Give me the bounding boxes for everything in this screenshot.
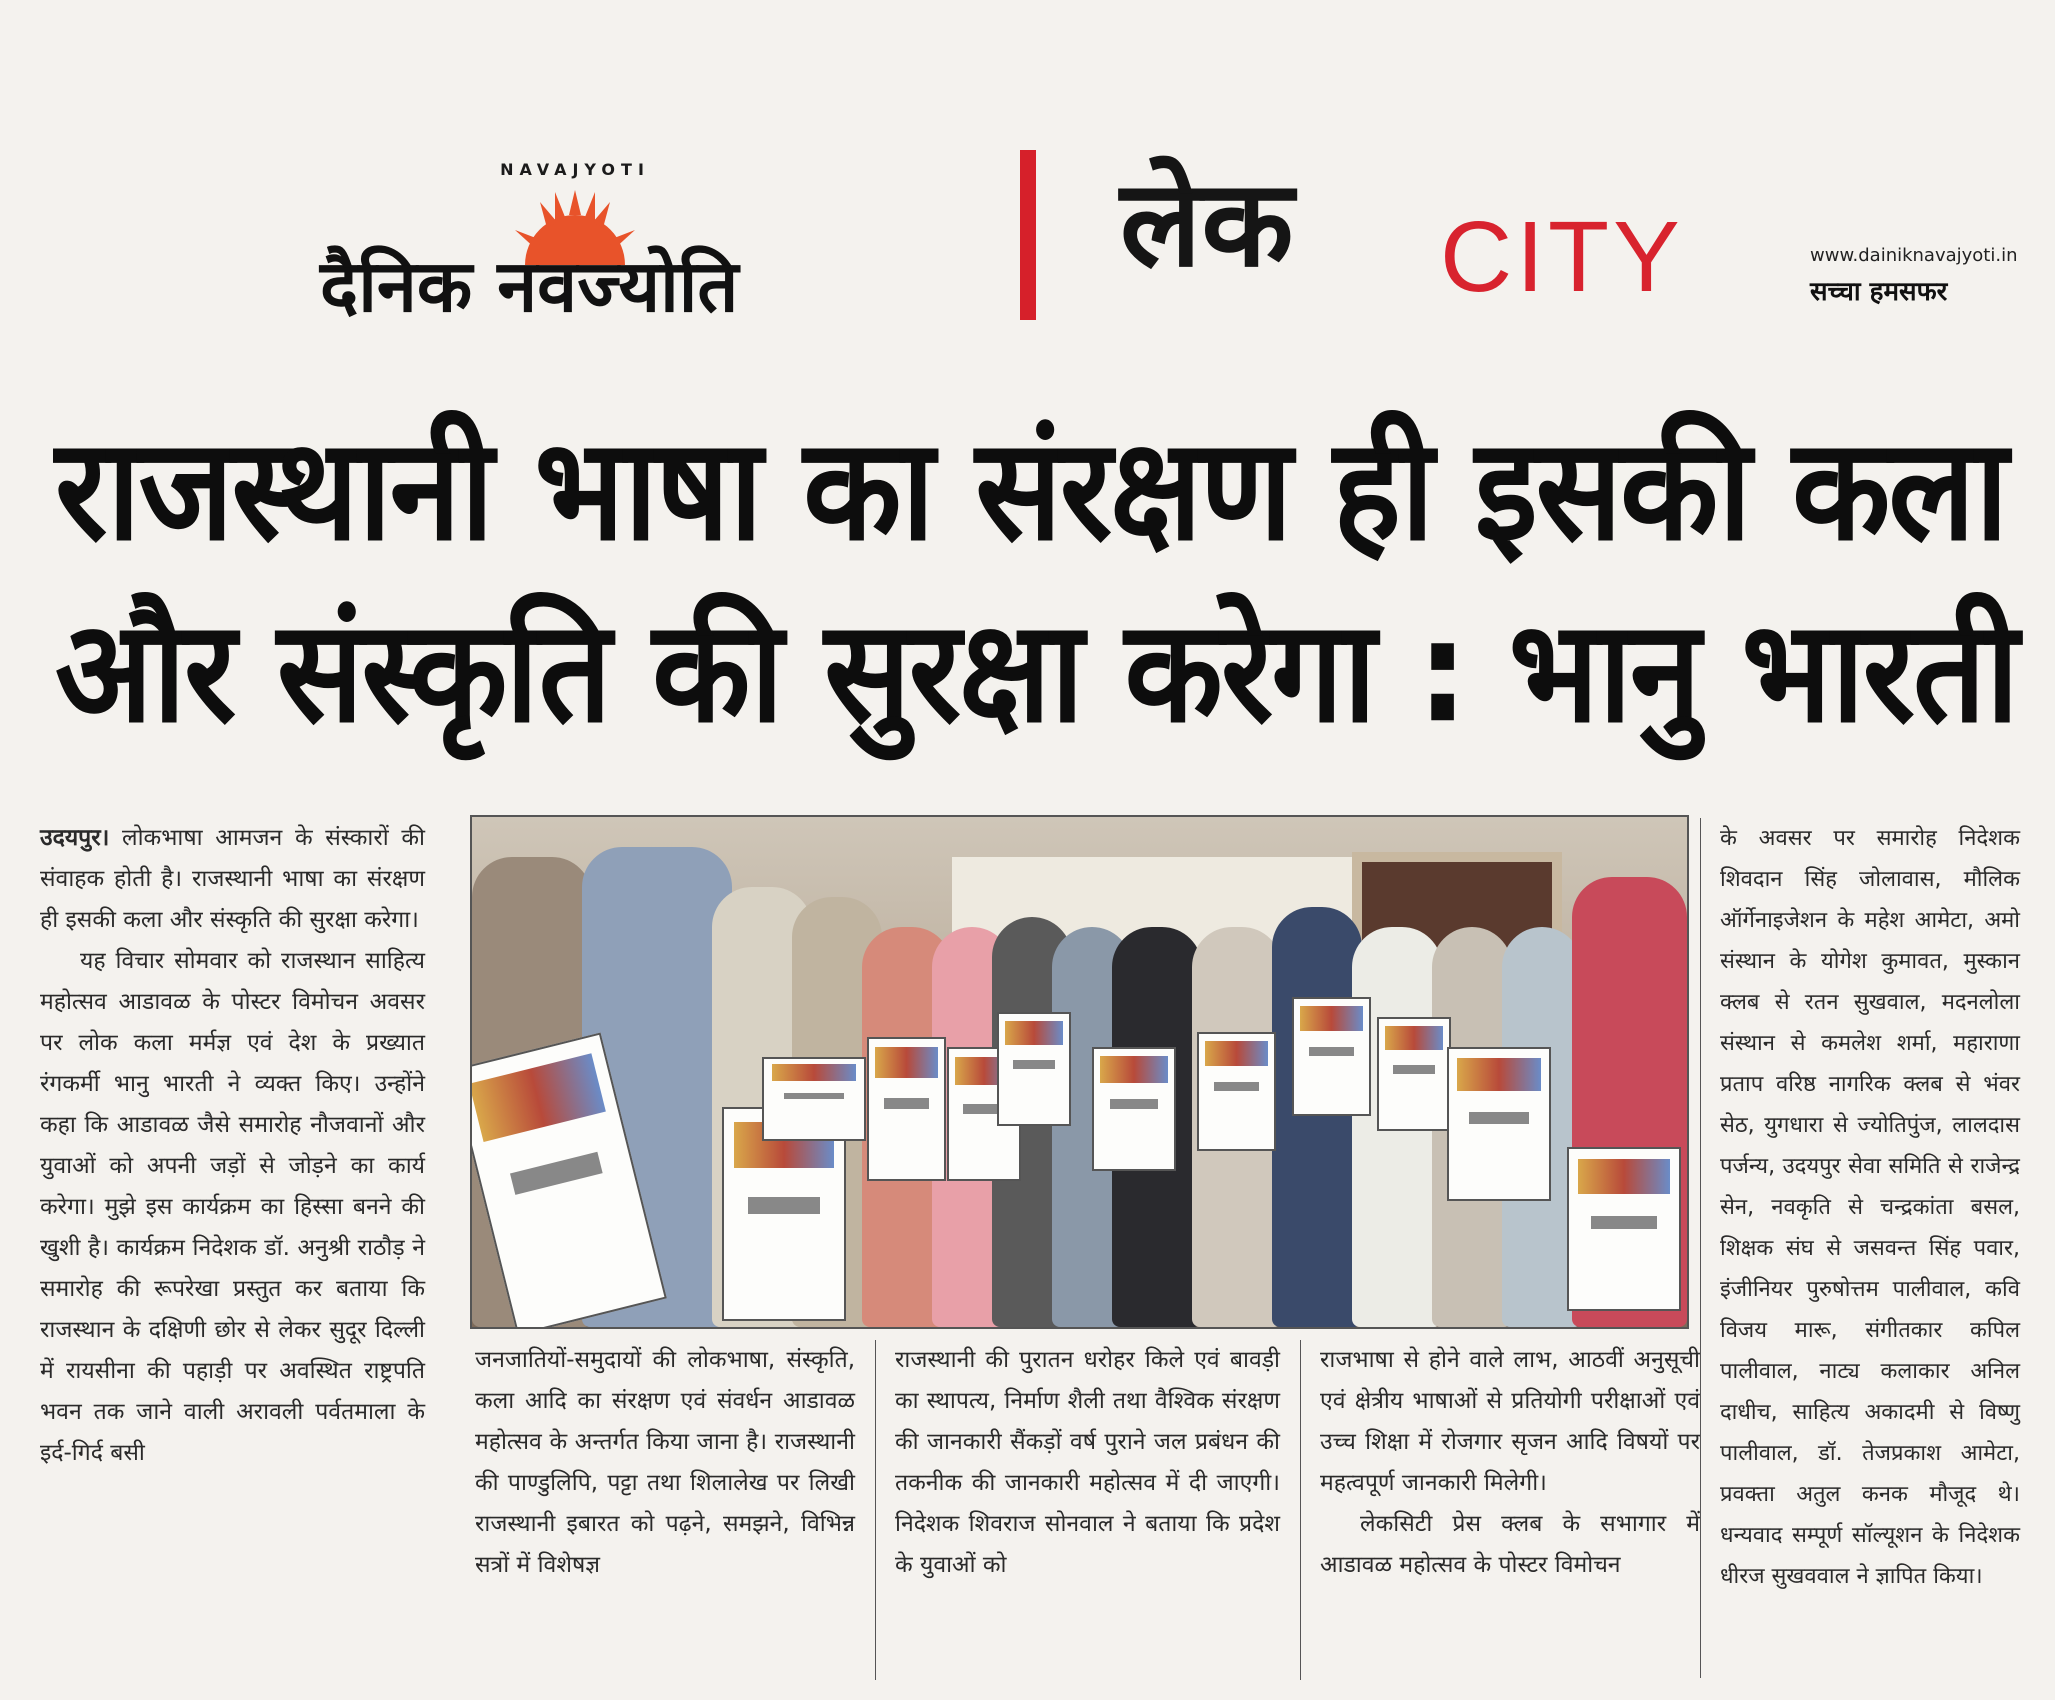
column-divider bbox=[875, 1340, 876, 1680]
article-paragraph: राजभाषा से होने वाले लाभ, आठवीं अनुसूची एवं क्षेत्रीय भाषाओं से प्रतियोगी परीक्षाओं एवं उच्च शिक्षा में रोजगार सृजन आदि विषयों पर महत्वपूर्ण जानकारी मिलेगी। bbox=[1320, 1347, 1700, 1496]
photo-poster bbox=[762, 1057, 866, 1141]
section-title-hindi: लेक bbox=[1120, 155, 1294, 294]
photo-poster bbox=[1377, 1017, 1451, 1131]
article-paragraph: यह विचार सोमवार को राजस्थान साहित्य महोत्सव आडावळ के पोस्टर विमोचन अवसर पर लोक कला मर्मज्ञ एवं देश के प्रख्यात रंगकर्मी भानु भारती ने व्यक्त किए। उन्होंने कहा कि आडावळ जैसे समारोह नौजवानों और युवाओं को अपनी जड़ों से जोड़ने का कार्य करेगा। मुझे इस कार्यक्रम का हिस्सा बनने की खुशी है। कार्यक्रम निदेशक डॉ. अनुश्री राठौड़ ने समारोह की रूपरेखा प्रस्तुत कर बताया कि राजस्थान के दक्षिणी छोर से लेकर सुदूर दिल्ली में रायसीना की पहाड़ी पर अवस्थित राष्ट्रपति भवन तक जाने वाली अरावली पर्वतमाला के इर्द-गिर्द बसी bbox=[40, 948, 425, 1466]
article-paragraph bbox=[40, 818, 425, 941]
event-photo bbox=[470, 815, 1689, 1329]
column-divider bbox=[1300, 1340, 1301, 1680]
dateline: उदयपुर। bbox=[40, 825, 110, 851]
article-bottom-column-1: जनजातियों-समुदायों की लोकभाषा, संस्कृति, कला आदि का संरक्षण एवं संवर्धन आडावळ महोत्सव के अन्तर्गत किया जाना है। राजस्थानी की पाण्डुलिपि, पट्टा तथा शिलालेख पर लिखी राजस्थानी इबारत को पढ़ने, समझने, विभिन्न सत्रों में विशेषज्ञ bbox=[475, 1347, 855, 1578]
photo-poster bbox=[1447, 1047, 1551, 1201]
photo-poster bbox=[1292, 997, 1371, 1116]
newspaper-logo bbox=[320, 150, 840, 340]
photo-poster bbox=[997, 1012, 1071, 1126]
section-divider-bar bbox=[1020, 150, 1036, 320]
logo-arc-text: NAVAJYOTI bbox=[500, 160, 650, 179]
headline-line-2: और संस्कृति की सुरक्षा करेगा : भानु भारती bbox=[55, 590, 2018, 755]
masthead bbox=[320, 150, 2020, 340]
photo-poster bbox=[1197, 1032, 1276, 1151]
tagline: सच्चा हमसफर bbox=[1810, 277, 1948, 307]
article-paragraph: लेकसिटी प्रेस क्लब के सभागार में आडावळ महोत्सव के पोस्टर विमोचन bbox=[1320, 1511, 1700, 1578]
paragraph-text: लोकभाषा आमजन के संस्कारों की संवाहक होती है। राजस्थानी भाषा का संरक्षण ही इसकी कला और संस्कृति की सुरक्षा करेगा। bbox=[40, 825, 425, 933]
article-bottom-column-3 bbox=[1320, 1340, 1700, 1586]
article-left-column bbox=[40, 818, 425, 1474]
logo-text: दैनिक नवज्योति bbox=[320, 244, 739, 328]
photo-poster bbox=[1092, 1047, 1176, 1171]
section-title-english: CITY bbox=[1440, 201, 1684, 313]
website-url: www.dainiknavajyoti.in bbox=[1810, 245, 2018, 266]
headline bbox=[55, 400, 2018, 764]
photo-person bbox=[1272, 907, 1362, 1327]
column-divider bbox=[1700, 818, 1701, 1678]
article-right-column: के अवसर पर समारोह निदेशक शिवदान सिंह जोलावास, मौलिक ऑर्गेनाइजेशन के महेश आमेटा, अमो संस्थान के योगेश कुमावत, मुस्कान क्लब से रतन सुखवाल, मदनलोला संस्थान से कमलेश शर्मा, महाराणा प्रताप वरिष्ठ नागरिक क्लब से भंवर सेठ, युगधारा से ज्योतिपुंज, लालदास पर्जन्य, उदयपुर सेवा समिति से राजेन्द्र सेन, नवकृति से चन्द्रकांता बसल, शिक्षक संघ से जसवन्त सिंह पवार, इंजीनियर पुरुषोत्तम पालीवाल, कवि विजय मारू, संगीतकार कपिल पालीवाल, नाट्य कलाकार अनिल दाधीच, साहित्य अकादमी से विष्णु पालीवाल, डॉ. तेजप्रकाश आमेटा, प्रवक्ता अतुल कनक मौजूद थे। धन्यवाद सम्पूर्ण सॉल्यूशन के निदेशक धीरज सुखववाल ने ज्ञापित किया। bbox=[1720, 826, 2020, 1589]
article-bottom-column-2: राजस्थानी की पुरातन धरोहर किले एवं बावड़ी का स्थापत्य, निर्माण शैली तथा वैश्विक संरक्षण की जानकारी सैंकड़ों वर्ष पुराने जल प्रबंधन की तकनीक की जानकारी महोत्सव में दी जाएगी। निदेशक शिवराज सोनवाल ने बताया कि प्रदेश के युवाओं को bbox=[895, 1347, 1280, 1578]
photo-poster bbox=[1567, 1147, 1681, 1311]
photo-poster bbox=[867, 1037, 946, 1181]
headline-line-1: राजस्थानी भाषा का संरक्षण ही इसकी कला bbox=[55, 408, 2007, 573]
